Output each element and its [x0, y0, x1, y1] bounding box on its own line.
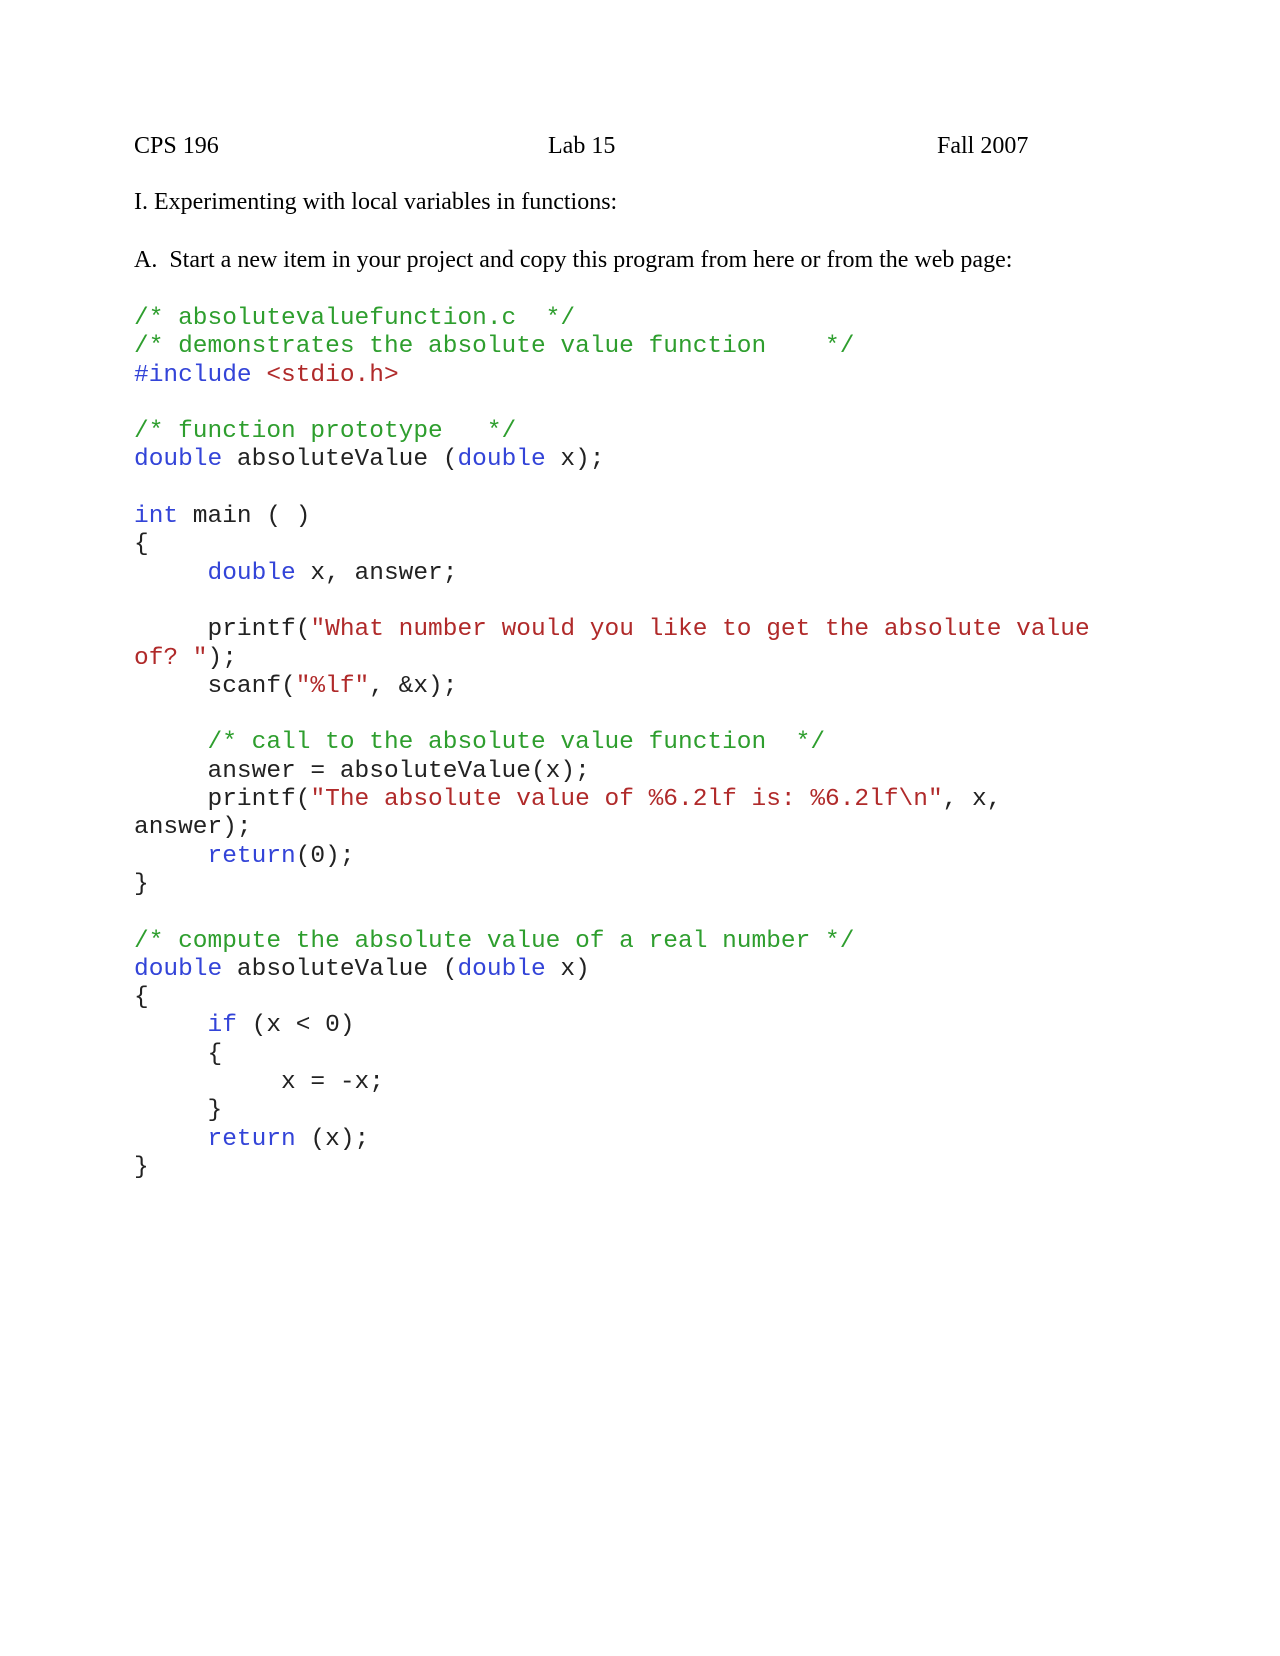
lab-label: Lab 15: [548, 133, 616, 159]
code-text: );: [207, 644, 237, 672]
section-heading: I. Experimenting with local variables in functions:: [134, 189, 618, 215]
code-text: , x,: [942, 786, 1002, 814]
code-text: }: [134, 1153, 149, 1181]
code-line: [134, 362, 1090, 390]
course-label: CPS 196: [134, 133, 219, 159]
code-keyword: double: [457, 446, 546, 474]
code-string: "%lf": [295, 672, 370, 700]
code-string: "What number would you like to get the absolute value: [310, 616, 1090, 644]
code-text: absoluteValue (: [222, 955, 458, 983]
code-text: main ( ): [178, 503, 311, 531]
code-text: , &x);: [369, 672, 458, 700]
code-comment: /* call to the absolute value function */: [207, 729, 826, 757]
code-line: [134, 446, 1090, 474]
code-line: [134, 475, 1090, 503]
code-line: [134, 333, 1090, 361]
code-text: [134, 1012, 208, 1039]
code-text: {: [134, 531, 149, 559]
code-line: [134, 1126, 1090, 1154]
instruction-text: A. Start a new item in your project and copy this program from here or from the web page:: [134, 247, 1013, 273]
code-line: [134, 418, 1090, 446]
code-text: x, answer;: [295, 559, 458, 587]
code-string: <stdio.h>: [266, 361, 399, 389]
code-text: (0);: [295, 842, 355, 870]
code-line: [134, 390, 1090, 418]
code-text: absoluteValue (: [222, 446, 458, 474]
code-line: [134, 645, 1090, 673]
code-line: [134, 616, 1090, 644]
code-text: }: [134, 870, 149, 898]
code-keyword: double: [134, 446, 223, 474]
code-keyword: #include: [134, 361, 267, 389]
code-line: [134, 531, 1090, 559]
code-line: [134, 1069, 1090, 1097]
code-text: [134, 843, 208, 870]
code-text: [134, 1126, 208, 1153]
code-line: [134, 899, 1090, 927]
code-text: printf(: [134, 786, 311, 814]
code-line: [134, 1097, 1090, 1125]
code-line: [134, 701, 1090, 729]
code-line: [134, 956, 1090, 984]
code-keyword: double: [457, 955, 546, 983]
code-listing: [134, 305, 1090, 1182]
code-line: [134, 814, 1090, 842]
code-keyword: return: [207, 1125, 296, 1153]
term-label: Fall 2007: [937, 133, 1029, 159]
code-line: [134, 843, 1090, 871]
code-keyword: double: [134, 955, 223, 983]
code-text: }: [134, 1097, 223, 1125]
code-comment: /* function prototype */: [134, 418, 517, 446]
code-text: x = -x;: [134, 1069, 384, 1097]
code-text: answer = absoluteValue(x);: [134, 757, 590, 785]
code-text: x);: [545, 446, 605, 474]
code-line: [134, 1041, 1090, 1069]
code-line: [134, 1012, 1090, 1040]
code-line: [134, 560, 1090, 588]
code-text: (x);: [295, 1125, 370, 1153]
code-line: [134, 305, 1090, 333]
code-string: of? ": [134, 644, 208, 672]
code-text: scanf(: [134, 672, 296, 700]
code-line: [134, 871, 1090, 899]
code-line: [134, 729, 1090, 757]
code-text: [134, 729, 208, 756]
code-text: {: [134, 984, 149, 1012]
code-comment: /* compute the absolute value of a real number */: [134, 927, 855, 955]
code-keyword: if: [207, 1012, 237, 1040]
code-line: [134, 1154, 1090, 1182]
code-line: [134, 984, 1090, 1012]
code-keyword: double: [207, 559, 296, 587]
code-line: [134, 673, 1090, 701]
code-line: [134, 503, 1090, 531]
code-line: [134, 786, 1090, 814]
code-line: [134, 588, 1090, 616]
code-text: {: [134, 1040, 223, 1068]
code-line: [134, 758, 1090, 786]
code-string: "The absolute value of %6.2lf is: %6.2lf\n": [310, 786, 943, 814]
code-keyword: int: [134, 503, 179, 531]
code-keyword: return: [207, 842, 296, 870]
code-text: x): [545, 955, 590, 983]
page-header: [134, 133, 1034, 163]
code-text: answer);: [134, 814, 252, 842]
code-text: (x < 0): [236, 1012, 355, 1040]
code-comment: /* absolutevaluefunction.c */: [134, 305, 576, 332]
code-text: [134, 560, 208, 587]
code-text: printf(: [134, 616, 311, 644]
code-line: [134, 928, 1090, 956]
code-comment: /* demonstrates the absolute value function */: [134, 333, 855, 361]
